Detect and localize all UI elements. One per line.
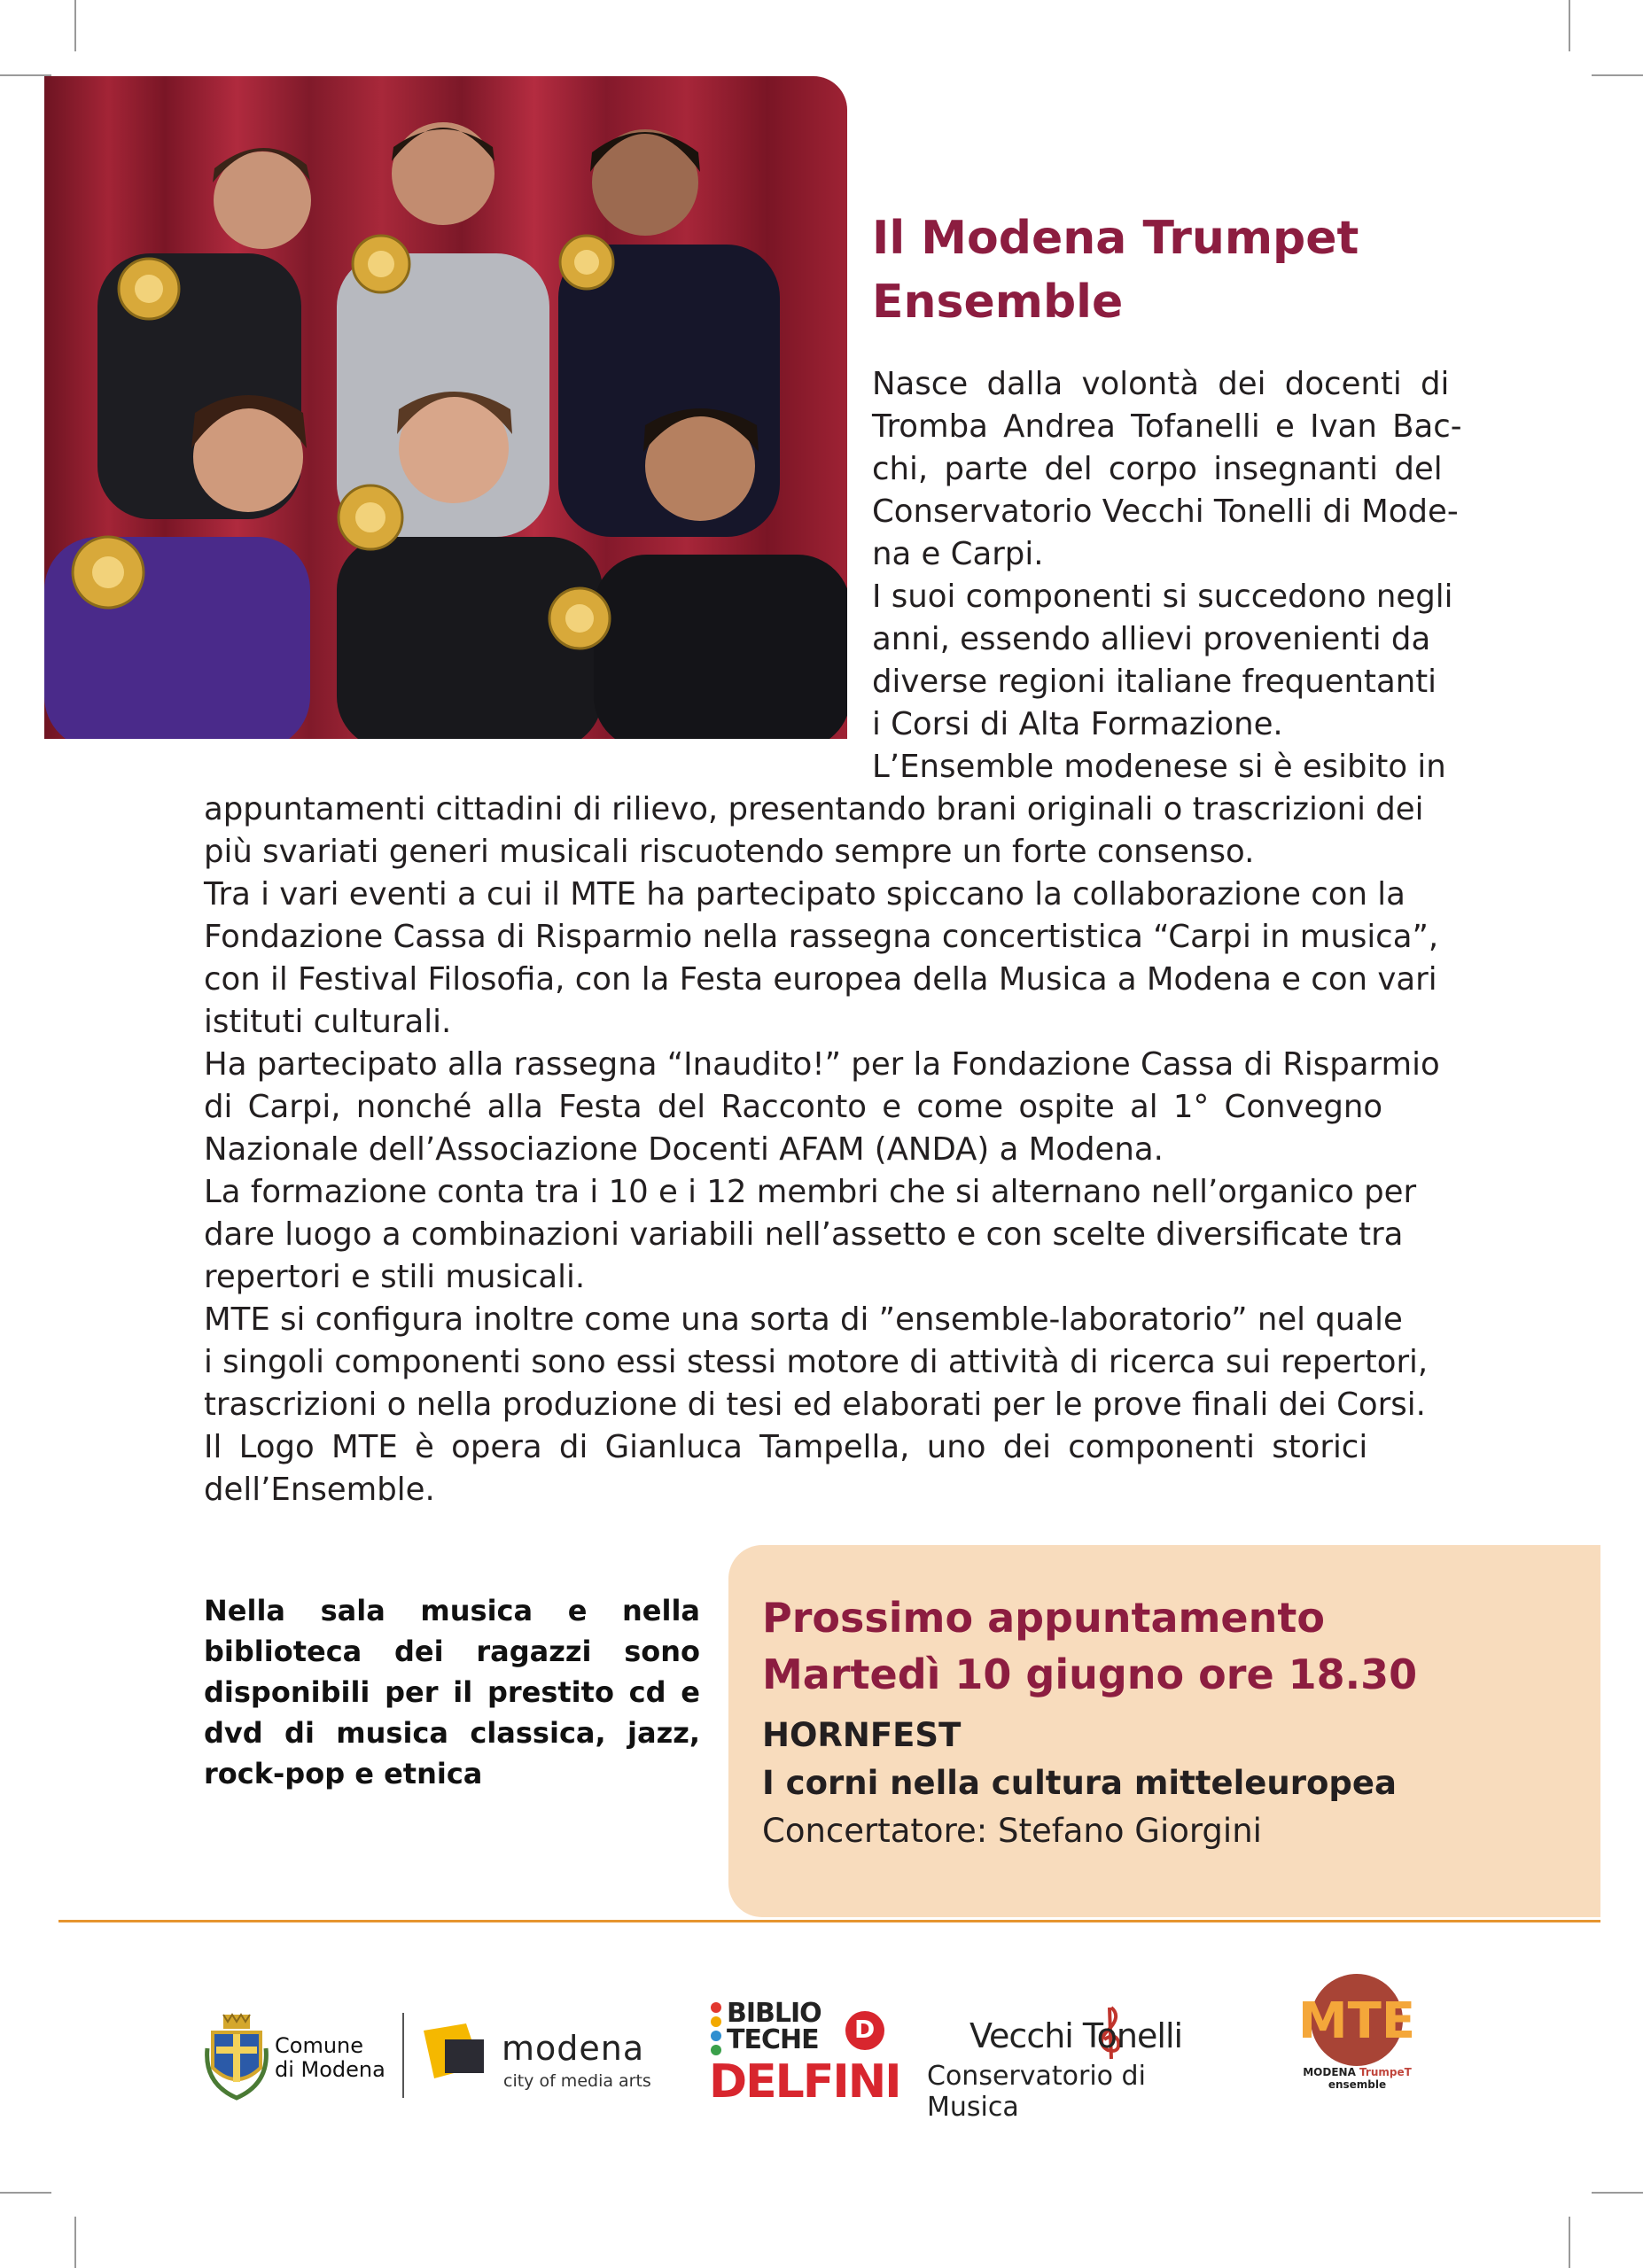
body-line: dare luogo a combinazioni variabili nell’assetto e con scelte diversificate tra bbox=[204, 1216, 1404, 1253]
body-line: I suoi componenti si succedono negli bbox=[872, 579, 1453, 615]
body-line: La formazione conta tra i 10 e i 12 membri che si alternano nell’organico per bbox=[204, 1174, 1417, 1210]
comune-line: di Modena bbox=[275, 2057, 385, 2082]
crop-mark bbox=[1569, 2217, 1570, 2268]
biblio-delfini: DELFINI bbox=[709, 2055, 900, 2109]
logo-separator bbox=[402, 2013, 404, 2098]
body-line: Ha partecipato alla rassegna “Inaudito!” per la Fondazione Cassa di Risparmio bbox=[204, 1046, 1440, 1083]
mte-caption-part: TrumpeT bbox=[1359, 2066, 1412, 2078]
body-line: Nasce dalla volontà dei docenti di bbox=[872, 366, 1450, 402]
biblio-line: TECHE bbox=[727, 2024, 819, 2055]
crop-mark bbox=[74, 0, 76, 51]
body-line: istituti culturali. bbox=[204, 1004, 452, 1040]
body-line: trascrizioni o nella produzione di tesi ed elaborati per le prove finali dei Corsi. bbox=[204, 1386, 1426, 1423]
mte-caption bbox=[1280, 2066, 1435, 2091]
body-line: dell’Ensemble. bbox=[204, 1472, 435, 1508]
color-dots-icon bbox=[709, 2000, 723, 2057]
mte-letters: MTE bbox=[1297, 1992, 1416, 2050]
footer-divider bbox=[58, 1920, 1600, 1922]
vecchi-tonelli-logo bbox=[927, 2002, 1246, 2123]
biblioteche-delfini-logo bbox=[709, 1998, 900, 2109]
body-line: Fondazione Cassa di Risparmio nella rassegna concertistica “Carpi in musica”, bbox=[204, 919, 1439, 955]
body-line: anni, essendo allievi provenienti da bbox=[872, 621, 1431, 657]
modena-wordmark: modena bbox=[502, 2029, 645, 2068]
crop-mark bbox=[74, 2217, 76, 2268]
body-line: di Carpi, nonché alla Festa del Racconto e come ospite al 1° Convegno bbox=[204, 1089, 1383, 1125]
body-line: i singoli componenti sono essi stessi motore di attività di ricerca sui repertori, bbox=[204, 1344, 1429, 1380]
body-line: MTE si configura inoltre come una sorta di ”ensemble-laboratorio” nel quale bbox=[204, 1301, 1403, 1338]
body-line: na e Carpi. bbox=[872, 536, 1044, 572]
body-line: appuntamenti cittadini di rilievo, presentando brani originali o trascrizioni dei bbox=[204, 791, 1424, 827]
body-line: più svariati generi musicali riscuotendo sempre un forte consenso. bbox=[204, 834, 1255, 870]
next-event-box bbox=[728, 1545, 1600, 1917]
body-line: L’Ensemble modenese si è esibito in bbox=[872, 749, 1446, 785]
body-line: Tra i vari eventi a cui il MTE ha partecipato spiccano la collaborazione con la bbox=[204, 876, 1406, 913]
vt-name: Vecchi Tonelli bbox=[969, 2016, 1183, 2055]
modena-tagline: city of media arts bbox=[503, 2071, 651, 2091]
comune-logo bbox=[204, 2013, 401, 2101]
conductor-label: Concertatore: bbox=[762, 1812, 988, 1850]
event-subtitle: I corni nella cultura mitteleuropea bbox=[762, 1764, 1397, 1802]
mte-logo bbox=[1280, 1969, 1435, 2093]
mte-caption-part: ensemble bbox=[1328, 2078, 1387, 2091]
body-line: Conservatorio Vecchi Tonelli di Mode- bbox=[872, 493, 1459, 530]
biblio-line: BIBLIO bbox=[727, 1998, 822, 2029]
mte-caption-part: MODENA bbox=[1303, 2066, 1360, 2078]
body-line: repertori e stili musicali. bbox=[204, 1259, 586, 1295]
body-line: con il Festival Filosofia, con la Festa europea della Musica a Modena e con vari bbox=[204, 961, 1437, 998]
event-title: HORNFEST bbox=[762, 1716, 962, 1754]
event-conductor bbox=[762, 1807, 1262, 1855]
body-line: Tromba Andrea Tofanelli e Ivan Bac- bbox=[872, 408, 1462, 445]
body-line: i Corsi di Alta Formazione. bbox=[872, 706, 1283, 742]
comune-line: Comune bbox=[275, 2033, 364, 2058]
body-line: diverse regioni italiane frequentanti bbox=[872, 664, 1437, 700]
biblio-letter: D bbox=[854, 2015, 876, 2044]
body-line: chi, parte del corpo insegnanti del bbox=[872, 451, 1443, 487]
crop-mark bbox=[1592, 2192, 1643, 2194]
body-line: Il Logo MTE è opera di Gianluca Tampella, uno dei componenti storici bbox=[204, 1429, 1368, 1465]
crop-mark bbox=[1569, 0, 1570, 51]
page-title: Il Modena Trumpet Ensemble bbox=[872, 212, 1359, 329]
event-heading bbox=[762, 1589, 1577, 1703]
crop-mark bbox=[0, 2192, 51, 2194]
ensemble-photo bbox=[44, 76, 847, 739]
event-heading-line: Prossimo appuntamento bbox=[762, 1594, 1325, 1642]
comune-name bbox=[275, 2034, 385, 2082]
event-date: Martedì 10 giugno ore 18.30 bbox=[762, 1651, 1418, 1698]
media-arts-icon bbox=[415, 2023, 494, 2085]
vt-subtitle: Conservatorio di Musica bbox=[927, 2061, 1146, 2123]
lending-note: Nella sala musica e nella biblioteca dei ragazzi sono disponibili per il prestito cd e dvd di musica classica, jazz, rock-pop e etnica bbox=[204, 1594, 700, 1790]
modena-media-arts-logo bbox=[413, 2013, 652, 2101]
coat-of-arms-icon bbox=[204, 2013, 269, 2101]
body-line: Nazionale dell’Associazione Docenti AFAM (ANDA) a Modena. bbox=[204, 1131, 1164, 1168]
conductor-name: Stefano Giorgini bbox=[997, 1812, 1262, 1850]
crop-mark bbox=[1592, 74, 1643, 76]
